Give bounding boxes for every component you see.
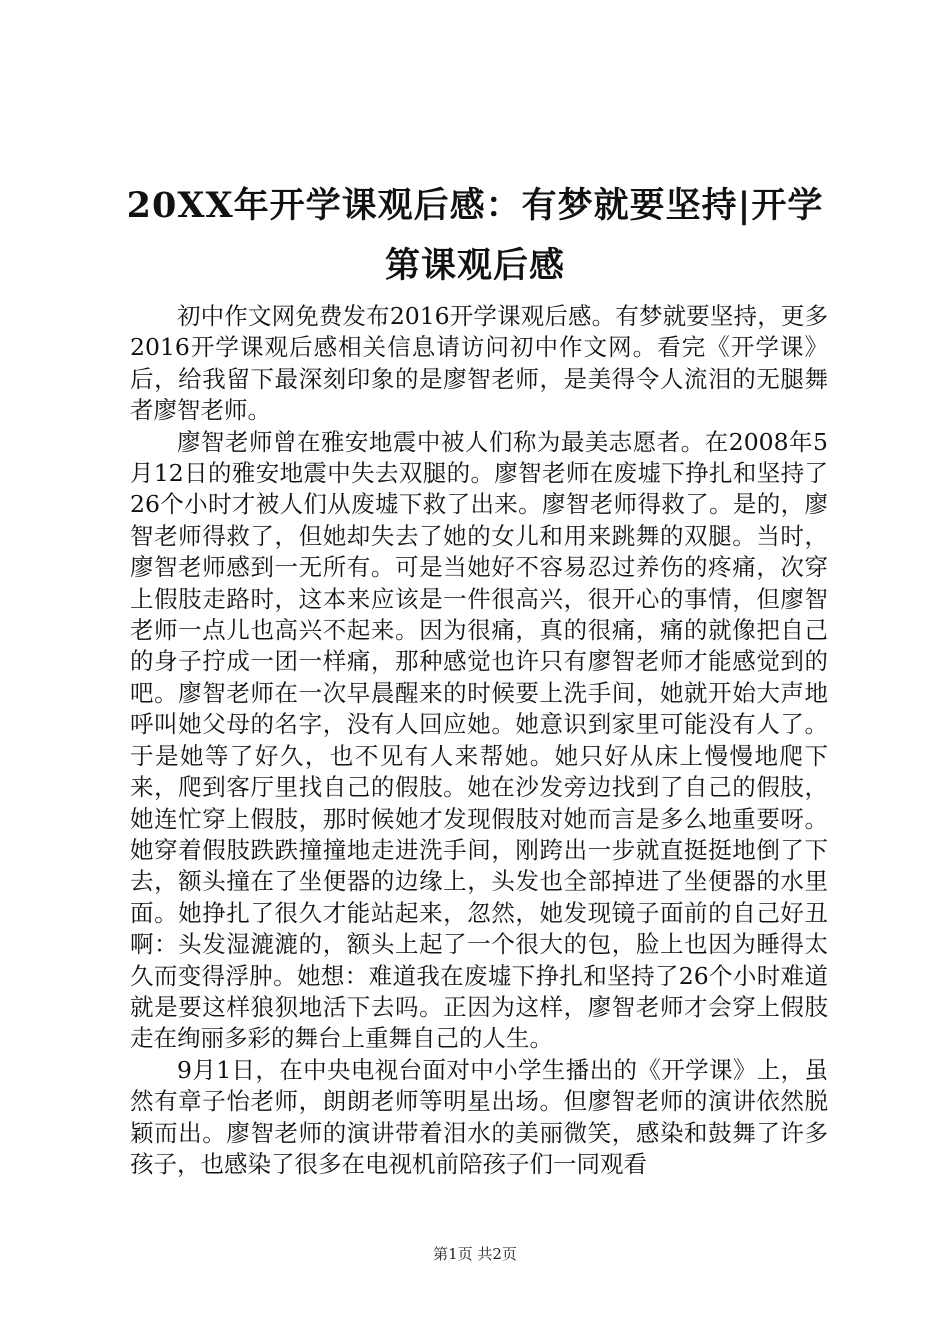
page-number-footer: 第1页 共2页: [433, 1245, 517, 1263]
document-title: 20XX年开学课观后感：有梦就要坚持|开学第课观后感: [126, 185, 824, 286]
paragraph-broadcast: 9月1日，在中央电视台面对中小学生播出的《开学课》上，虽然有章子怡老师，朗朗老师等明星出场。但廖智老师的演讲依然脱颖而出。廖智老师的演讲带着泪水的美丽微笑，感染和鼓舞了许多孩子，也感染了很多在电视机前陪孩子们一同观看: [130, 1055, 828, 1178]
paragraph-intro: 初中作文网免费发布2016开学课观后感。有梦就要坚持，更多2016开学课观后感相关信息请访问初中作文网。看完《开学课》后，给我留下最深刻印象的是廖智老师，是美得令人流泪的无腿舞者廖智老师。: [130, 302, 828, 425]
document-body: [130, 301, 828, 1180]
paragraph-story: 廖智老师曾在雅安地震中被人们称为最美志愿者。在2008年5月12日的雅安地震中失去双腿的。廖智老师在废墟下挣扎和坚持了26个小时才被人们从废墟下救了出来。廖智老师得救了。是的，廖智老师得救了，但她却失去了她的女儿和用来跳舞的双腿。当时，廖智老师感到一无所有。可是当她好不容易忍过养伤的疼痛，次穿上假肢走路时，这本来应该是一件很高兴，很开心的事情，但廖智老师一点儿也高兴不起来。因为很痛，真的很痛，痛的就像把自己的身子拧成一团一样痛，那种感觉也许只有廖智老师才能感觉到的吧。廖智老师在一次早晨醒来的时候要上洗手间，她就开始大声地呼叫她父母的名字，没有人回应她。她意识到家里可能没有人了。于是她等了好久，也不见有人来帮她。她只好从床上慢慢地爬下来，爬到客厅里找自己的假肢。她在沙发旁边找到了自己的假肢，她连忙穿上假肢，那时候她才发现假肢对她而言是多么地重要呀。她穿着假肢跌跌撞撞地走进洗手间，刚跨出一步就直挺挺地倒了下去，额头撞在了坐便器的边缘上，头发也全部掉进了坐便器的水里面。她挣扎了很久才能站起来，忽然，她发现镜子面前的自己好丑啊：头发湿漉漉的，额头上起了一个很大的包，脸上也因为睡得太久而变得浮肿。她想：难道我在废墟下挣扎和坚持了26个小时难道就是要这样狼狈地活下去吗。正因为这样，廖智老师才会穿上假肢走在绚丽多彩的舞台上重舞自己的人生。: [130, 427, 828, 1053]
